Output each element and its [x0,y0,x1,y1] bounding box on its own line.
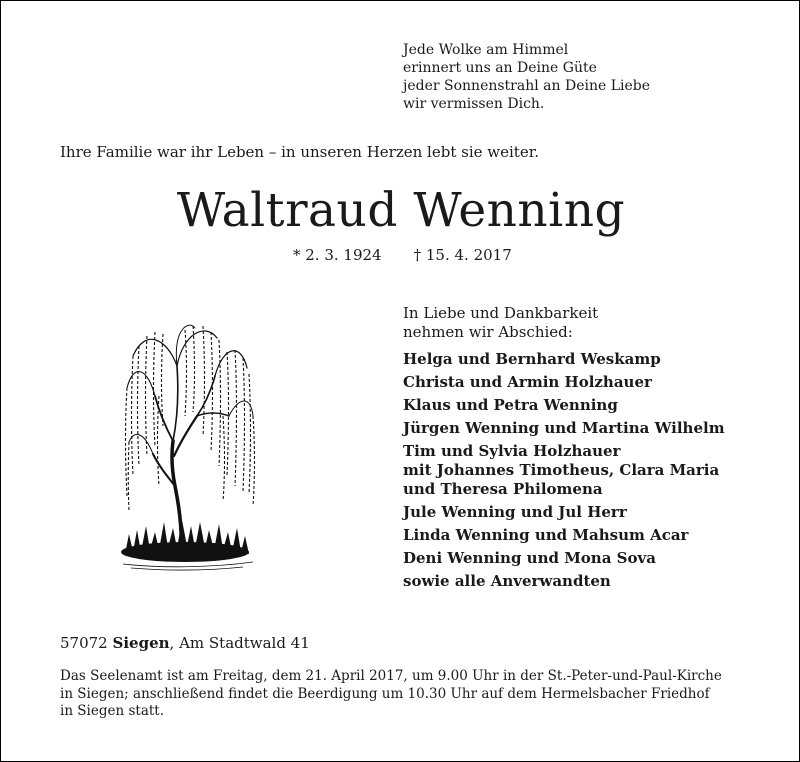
farewell-text [403,304,598,342]
mourner-entry: Deni Wenning und Mona Sova [403,549,656,567]
mourner-line: Tim und Sylvia Holzhauer [403,442,621,460]
poem-line: Jede Wolke am Himmel [403,42,569,58]
poem-line: erinnert uns an Deine Güte [403,60,597,76]
address-street: Am Stadtwald 41 [179,634,310,652]
address-city: Siegen [112,634,170,652]
intro-text: Ihre Familie war ihr Leben – in unseren Herzen lebt sie weiter. [60,143,539,161]
mourner-line: und Theresa Philomena [403,480,603,498]
mourner-entry: Linda Wenning und Mahsum Acar [403,526,689,544]
weeping-willow-tree-icon [119,316,259,571]
mourner-entry: Jürgen Wenning und Martina Wilhelm [403,419,725,437]
address [60,633,310,653]
death-date: † 15. 4. 2017 [413,246,512,264]
poem-line: jeder Sonnenstrahl an Deine Liebe [403,78,651,94]
mourner-entry: sowie alle Anverwandten [403,572,611,590]
service-line: in Siegen; anschließend findet die Beerdigung um 10.30 Uhr auf dem Hermelsbacher Friedhof [60,685,710,702]
poem [403,41,650,113]
mourner-entry: Jule Wenning und Jul Herr [403,503,627,521]
mourner-entry-family [403,442,725,499]
deceased-name: Waltraud Wenning [176,183,626,238]
service-line: in Siegen statt. [60,703,165,719]
life-dates [293,245,512,265]
service-line: Das Seelenamt ist am Freitag, dem 21. April 2017, um 9.00 Uhr in der St.-Peter-und-Paul-Kirche [60,668,722,684]
mourners-list [403,348,725,593]
service-info [60,668,722,721]
farewell-line: In Liebe und Dankbarkeit [403,304,599,322]
mourner-entry: Helga und Bernhard Weskamp [403,350,661,368]
address-postcode: 57072 [60,634,108,652]
mourner-entry: Klaus und Petra Wenning [403,396,618,414]
farewell-line: nehmen wir Abschied: [403,323,573,341]
poem-line: wir vermissen Dich. [403,96,545,112]
mourner-line: mit Johannes Timotheus, Clara Maria [403,461,720,479]
mourner-entry: Christa und Armin Holzhauer [403,373,652,391]
birth-date: * 2. 3. 1924 [293,246,382,264]
address-separator: , [169,634,180,652]
